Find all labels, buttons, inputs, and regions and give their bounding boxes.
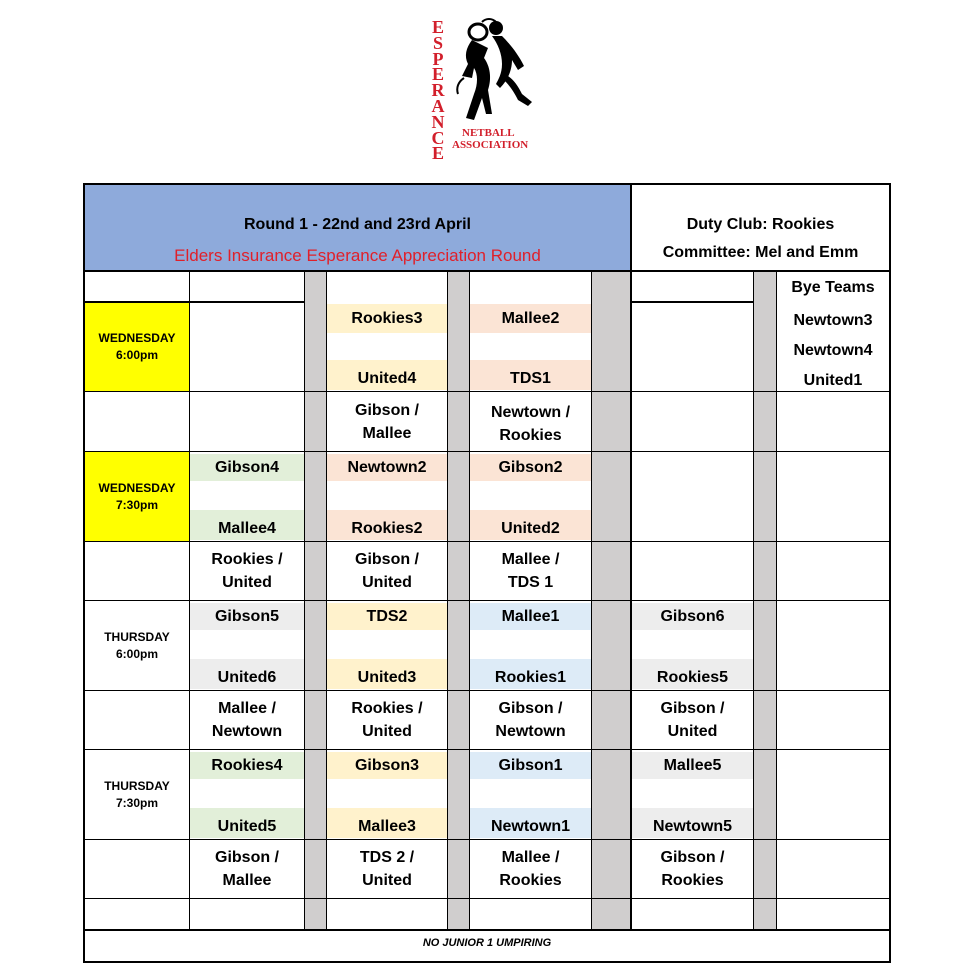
slot-time: 6:00pm — [115, 646, 159, 661]
grid-line — [304, 271, 305, 930]
slot-thursday-6pm — [85, 601, 189, 690]
slot-wednesday-730pm — [85, 452, 189, 541]
grid-line — [591, 271, 592, 930]
umpires: Rookies / United — [211, 551, 283, 591]
away-team: United5 — [217, 818, 277, 835]
umpires: Gibson / Mallee — [355, 401, 419, 442]
slot-time: 7:30pm — [115, 497, 159, 512]
umpires: Mallee / Newtown — [211, 700, 283, 740]
grid-line — [83, 600, 891, 601]
away-team: Newtown5 — [652, 818, 733, 835]
grid-line — [631, 301, 754, 303]
home-team: Gibson1 — [498, 757, 563, 774]
away-team: Mallee4 — [218, 520, 276, 537]
away-team: Rookies2 — [351, 520, 423, 537]
away-team: United6 — [217, 669, 277, 686]
slot-day: WEDNESDAY — [98, 330, 176, 345]
home-team: Gibson3 — [354, 757, 419, 774]
round-subtitle: Elders Insurance Esperance Appreciation Round — [174, 246, 541, 265]
grid-line — [83, 270, 891, 272]
away-team: Mallee3 — [358, 818, 416, 835]
umpires: TDS 2 / United — [359, 849, 415, 889]
away-team: United3 — [357, 669, 417, 686]
committee: Committee: Mel and Emm — [662, 244, 859, 261]
grid-line — [83, 183, 891, 185]
bye-team: United1 — [803, 371, 863, 389]
away-team: United2 — [501, 520, 560, 537]
away-team: TDS1 — [510, 370, 551, 387]
grid-line — [83, 183, 85, 963]
home-team: Mallee2 — [501, 310, 560, 327]
away-team: Newtown1 — [490, 818, 571, 835]
grid-line — [753, 271, 754, 930]
away-team: Rookies5 — [656, 669, 729, 686]
slot-day: WEDNESDAY — [98, 480, 176, 495]
bye-team: Newtown3 — [793, 311, 873, 329]
slot-time: 7:30pm — [115, 795, 159, 810]
slot-thursday-730pm — [85, 750, 189, 839]
grid-line — [889, 183, 891, 963]
umpires: Newtown / Rookies — [490, 404, 571, 444]
away-team: Rookies1 — [494, 669, 567, 686]
slot-day: THURSDAY — [104, 629, 170, 644]
logo-association-text: ASSOCIATION — [452, 139, 529, 151]
umpires: Gibson / United — [660, 700, 725, 740]
logo-netball-text: NETBALL — [462, 127, 515, 139]
home-team: Gibson2 — [498, 459, 563, 476]
umpires: Mallee / Rookies — [499, 849, 562, 889]
slot-time: 6:00pm — [115, 347, 159, 362]
umpires: Gibson / United — [355, 551, 419, 591]
netball-players-logo-icon — [452, 18, 544, 130]
grid-line — [83, 451, 891, 452]
round-title: Round 1 - 22nd and 23rd April — [244, 216, 471, 233]
home-team: Mallee1 — [501, 608, 560, 625]
grid-line — [83, 749, 891, 750]
bye-teams-title: Bye Teams — [791, 278, 875, 296]
grid-line — [83, 929, 891, 931]
home-team: Gibson6 — [660, 608, 725, 625]
home-team: Rookies4 — [211, 757, 283, 774]
grid-line — [83, 961, 891, 963]
umpires: Gibson / Mallee — [215, 849, 279, 889]
home-team: Newtown2 — [347, 459, 427, 476]
slot-wednesday-6pm — [85, 302, 189, 391]
grid-line — [83, 898, 891, 899]
logo-vertical-text: E S P E R A N C E — [431, 17, 445, 164]
away-team: United4 — [357, 370, 417, 387]
grid-line — [447, 271, 448, 930]
home-team: TDS2 — [366, 608, 408, 625]
home-team: Rookies3 — [351, 310, 423, 327]
duty-club: Duty Club: Rookies — [686, 216, 835, 233]
footer-note: NO JUNIOR 1 UMPIRING — [422, 937, 552, 949]
umpires: Mallee / TDS 1 — [501, 551, 560, 591]
umpires: Gibson / Newtown — [495, 700, 566, 740]
umpires: Gibson / Rookies — [660, 849, 725, 889]
slot-day: THURSDAY — [104, 778, 170, 793]
bye-team: Newtown4 — [793, 341, 873, 359]
home-team: Gibson5 — [214, 608, 279, 625]
home-team: Mallee5 — [663, 757, 722, 774]
umpires: Rookies / United — [351, 700, 423, 740]
home-team: Gibson4 — [214, 459, 279, 476]
